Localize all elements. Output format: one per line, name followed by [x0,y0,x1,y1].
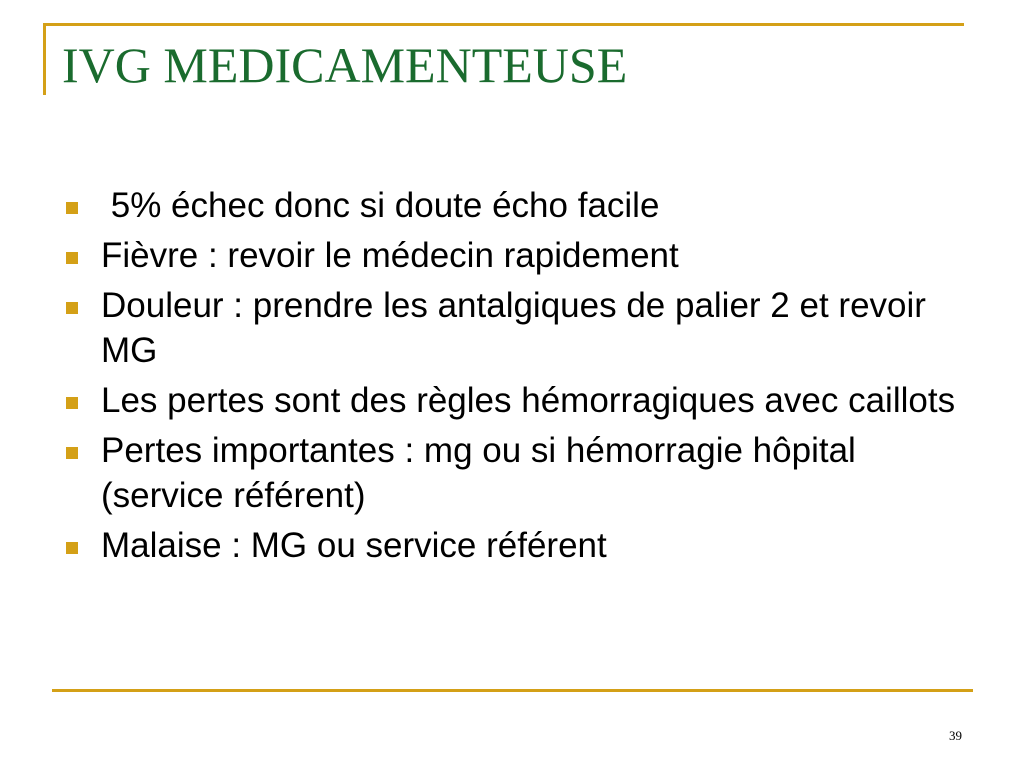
square-bullet-icon [66,447,78,459]
square-bullet-icon [66,302,78,314]
square-bullet-icon [66,397,78,409]
square-bullet-icon [66,202,78,214]
bullet-text: Les pertes sont des règles hémorragiques avec caillots [101,381,956,420]
bullet-list [66,183,966,573]
bullet-item [66,183,966,228]
bullet-text: Pertes importantes : mg ou si hémorragie hôpital (service référent) [101,431,866,515]
bullet-item [66,283,966,373]
footer-rule [52,689,973,692]
top-frame-rule [43,23,964,26]
bullet-item [66,428,966,518]
bullet-text: Douleur : prendre les antalgiques de palier 2 et revoir MG [101,286,936,370]
slide-title: IVG MEDICAMENTEUSE [62,37,628,93]
square-bullet-icon [66,542,78,554]
bullet-item [66,378,966,423]
bullet-text: Malaise : MG ou service référent [101,526,607,565]
slide-number: 39 [949,728,962,743]
bullet-text: Fièvre : revoir le médecin rapidement [101,236,679,275]
square-bullet-icon [66,252,78,264]
left-frame-rule [43,23,46,95]
bullet-text: 5% échec donc si doute écho facile [101,186,660,225]
bullet-item [66,523,966,568]
bullet-item [66,233,966,278]
